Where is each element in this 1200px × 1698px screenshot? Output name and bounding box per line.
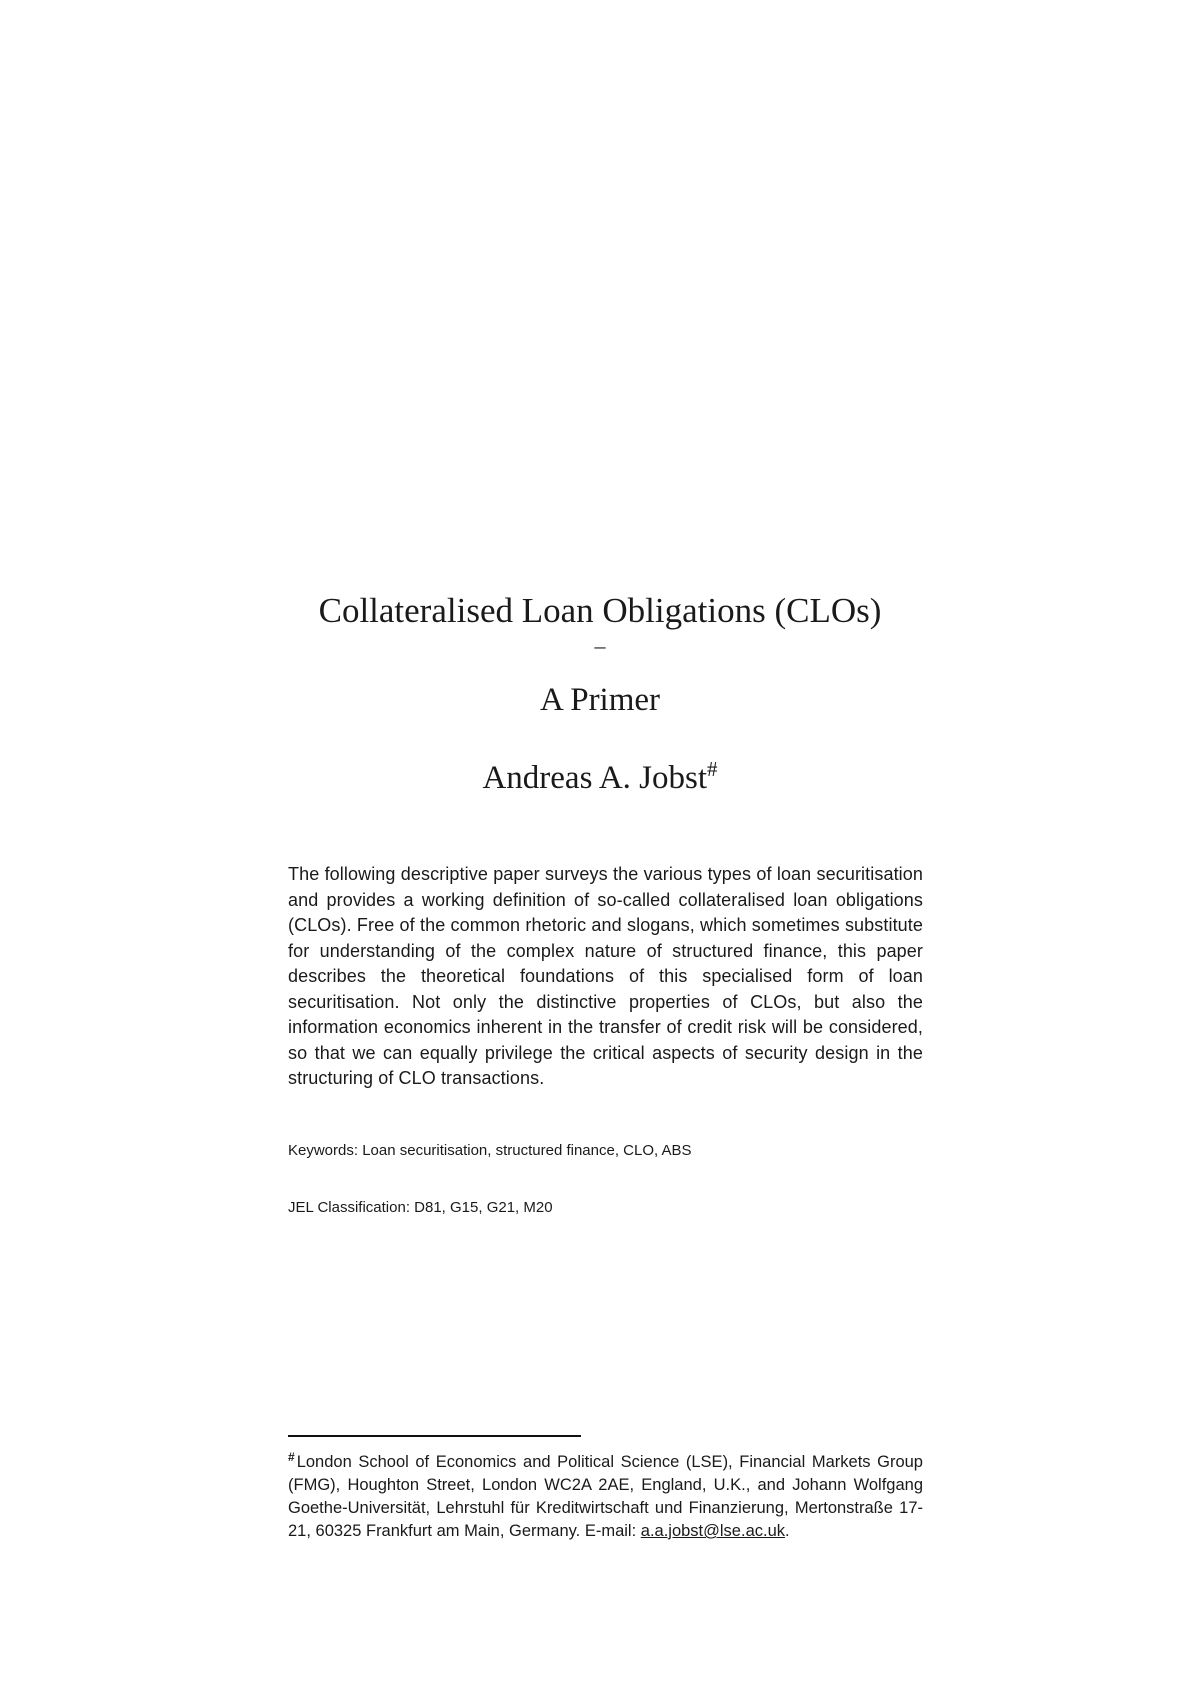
author-name: Andreas A. Jobst xyxy=(482,760,708,796)
footnote xyxy=(288,1451,923,1543)
title-dash: – xyxy=(594,633,606,658)
author-footnote-marker: # xyxy=(707,757,718,781)
author-line xyxy=(260,758,940,798)
paper-title: Collateralised Loan Obligations (CLOs) xyxy=(318,591,882,630)
footnote-marker: # xyxy=(288,1449,295,1464)
footnote-rule xyxy=(288,1435,581,1437)
paper-subtitle: A Primer xyxy=(539,682,661,718)
title-block xyxy=(260,590,940,798)
keywords: Keywords: Loan securitisation, structured finance, CLO, ABS xyxy=(288,1142,692,1159)
jel-classification: JEL Classification: D81, G15, G21, M20 xyxy=(288,1199,553,1216)
email-link[interactable]: a.a.jobst@lse.ac.uk xyxy=(640,1522,786,1540)
footnote-text: London School of Economics and Political Science (LSE), Financial Markets Group (FMG), Houghton Street, London WC2A 2AE, England, U.K., and Johann Wolfgang Goethe-Universität, Lehrstuhl für Kreditwirtschaft und Finanzierung, Mertonstraße 17-21, 60325 Frankfurt am Main, Germany. E-mail: xyxy=(288,1453,923,1540)
footnote-end: . xyxy=(785,1522,790,1540)
abstract: The following descriptive paper surveys the various types of loan securitisation and provides a working definition of so-called collateralised loan obligations (CLOs). Free of the common rhetoric and slogans, which sometimes substitute for understanding of the complex nature of structured finance, this paper describes the theoretical foundations of this specialised form of loan securitisation. Not only the distinctive properties of CLOs, but also the information economics inherent in the transfer of credit risk will be considered, so that we can equally privilege the critical aspects of security design in the structuring of CLO transactions. xyxy=(288,864,923,1088)
